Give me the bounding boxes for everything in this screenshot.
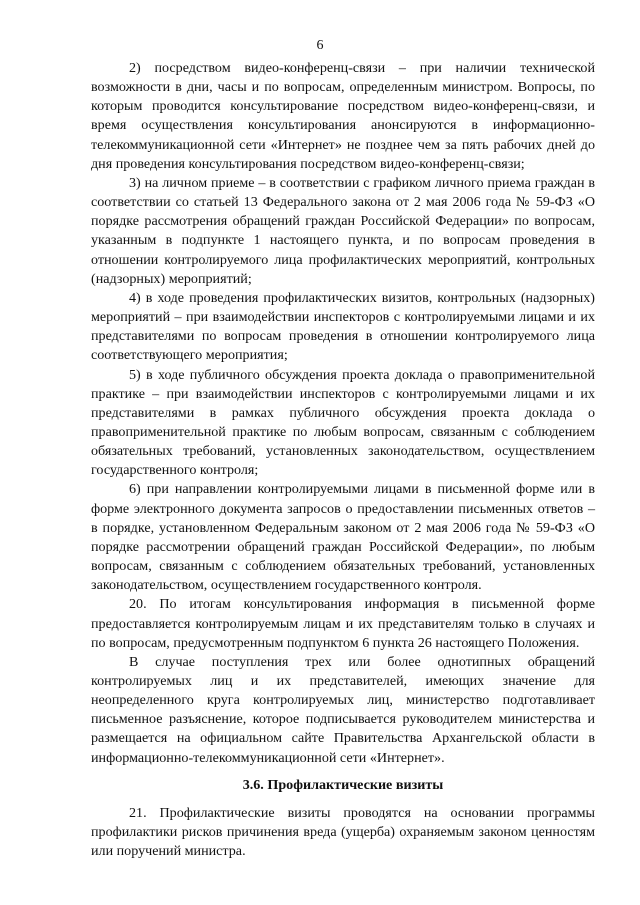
paragraph-subitem-6: 6) при направлении контролируемыми лицами в письменной форме или в форме электронного документа запросов о предоставлении письменных ответов – в порядке, установленном Федеральным законом от 2 мая 2006 года № 59-ФЗ «О порядке рассмотрении обращений граждан Российской Федерации», по любым вопросам, связанным с соблюдением обязательных требований, установленных законодательством, осуществлением государственного контроля. [91, 481, 595, 594]
paragraph-subitem-4: 4) в ходе проведения профилактических визитов, контрольных (надзорных) мероприятий – при взаимодействии инспекторов с контролируемыми лицами и их представителями по вопросам проведения в отношении контролируемого лица соответствующего мероприятия; [91, 289, 595, 364]
paragraph-subitem-5: 5) в ходе публичного обсуждения проекта доклада о правоприменительной практике – при взаимодействии инспекторов с контролируемыми лицами и их представителями в рамках публичного обсуждения проекта доклада о правоприменительной практике по любым вопросам, связанным с соблюдением обязательных требований, установленных законодательством, осуществлением государственного контроля; [91, 366, 595, 479]
paragraph-item-20: 20. По итогам консультирования информация в письменной форме предоставляется контролируемым лицам и их представителям только в случаях и по вопросам, предусмотренным подпунктом 6 пункта 26 настоящего Положения. [91, 596, 595, 651]
paragraph-clarification: В случае поступления трех или более однотипных обращений контролируемых лиц и их представителей, имеющих значение для неопределенного круга контролируемых лиц, министерство подготавливает письменное разъяснение, которое подписывается руководителем министерства и размещается на официальном сайте Правительства Архангельской области в информационно-телекоммуникационной сети «Интернет». [91, 653, 595, 766]
section-heading: 3.6. Профилактические визиты [242, 776, 444, 793]
page-number: 6 [316, 38, 324, 53]
paragraph-subitem-2: 2) посредством видео-конференц-связи – при наличии технической возможности в дни, часы и по вопросам, определенным министром. Вопросы, по которым проводится консультирование посредством видео-конференц-связи, и время осуществления консультирования анонсируются в информационно-телекоммуникационной сети «Интернет» не позднее чем за пять рабочих дней до дня проведения консультирования посредством видео-конференц-связи; [91, 60, 595, 172]
paragraph-subitem-3: 3) на личном приеме – в соответствии с графиком личного приема граждан в соответствии со статьей 13 Федерального закона от 2 мая 2006 года № 59-ФЗ «О порядке рассмотрения обращений граждан Российской Федерации» по вопросам, указанным в подпункте 1 настоящего пункта, и по вопросам проведения в отношении контролируемого лица профилактических мероприятий, контрольных (надзорных) мероприятий; [91, 174, 595, 287]
paragraph-item-21: 21. Профилактические визиты проводятся на основании программы профилактики рисков причинения вреда (ущерба) охраняемым законом ценностям или поручений министра. [91, 804, 595, 860]
document-body [91, 59, 595, 861]
